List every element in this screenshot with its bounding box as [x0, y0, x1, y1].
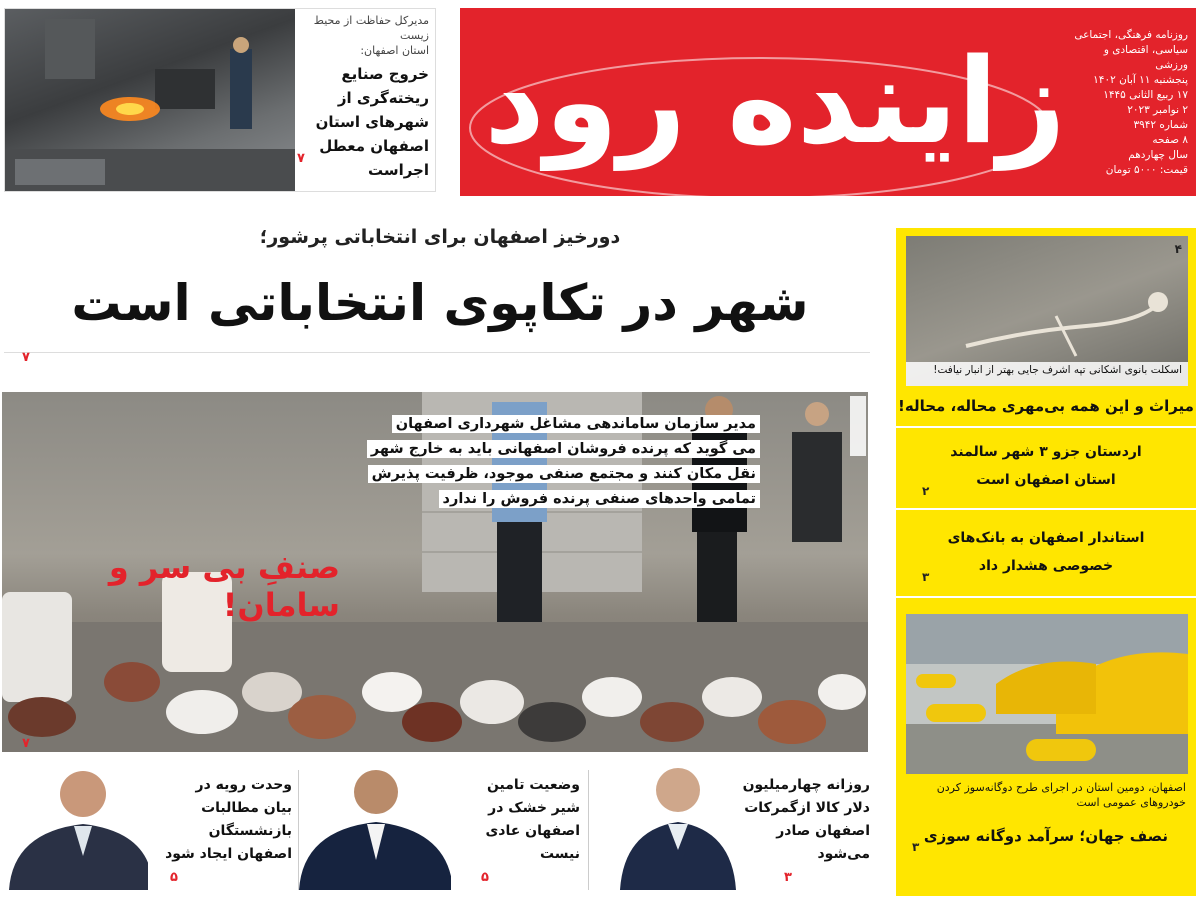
- info-line: ۸ صفحه: [1152, 134, 1188, 146]
- bottom-story[interactable]: [4, 760, 292, 896]
- lead-subhead: دورخیز اصفهان برای انتخاباتی پرشور؛: [259, 226, 621, 248]
- teaser-title[interactable]: خروج صنایع ریخته‌گری از شهرهای استان اصفهان معطل اجراست: [315, 65, 429, 179]
- divider-line: [4, 352, 870, 353]
- photo-story-title[interactable]: صنفِ بی سر و سامان!: [108, 548, 340, 624]
- page-number: ۷: [297, 151, 305, 166]
- person-illustration: [3, 760, 148, 890]
- info-line: قیمت: ۵۰۰۰ تومان: [1105, 164, 1188, 176]
- masthead-info: [1073, 28, 1188, 178]
- page-number: ۵: [481, 870, 489, 885]
- page-number: ۲: [922, 484, 930, 498]
- photo-caption: اسکلت بانوی اشکانی تپه اشرف جایی بهتر از انبار نیافت!: [933, 364, 1182, 376]
- page-number: ۴: [1174, 242, 1182, 256]
- newspaper-logo[interactable]: زاینده رود: [484, 32, 1066, 170]
- story-title: وضعیت تامین شیر خشک در اصفهان عادی نیست: [485, 777, 580, 862]
- page-number: ۵: [170, 870, 178, 885]
- lead-line: نقل مکان کنند و مجتمع صنفی موجود، ظرفیت پذیرش: [368, 465, 760, 483]
- story-title: روزانه چهارمیلیون دلار کالا ازگمرکات اصفهان صادر می‌شود: [742, 777, 870, 862]
- column-divider: [588, 770, 589, 890]
- bottom-story[interactable]: [600, 760, 870, 896]
- page-number: ۳: [784, 870, 792, 885]
- teaser-kicker: استان اصفهان:: [360, 44, 429, 57]
- sidebar-separator: [896, 508, 1196, 510]
- info-line: سال چهاردهم: [1128, 149, 1188, 161]
- teaser-box[interactable]: [4, 8, 436, 192]
- person-illustration: [610, 760, 740, 890]
- sidebar-separator: [896, 596, 1196, 598]
- lead-line: تمامی واحدهای صنفی پرنده فروش را ندارد: [439, 490, 760, 508]
- photo-caption: اصفهان، دومین استان در اجرای طرح دوگانه‌سوز کردن خودروهای عمومی است: [936, 781, 1186, 809]
- sidebar-headline[interactable]: نصف جهان؛ سرآمد دوگانه سوزی: [923, 827, 1169, 845]
- taxi-photo[interactable]: [906, 614, 1188, 774]
- page-number: ۳: [912, 840, 920, 854]
- info-line: ۲ نوامبر ۲۰۲۳: [1127, 104, 1188, 116]
- column-divider: [298, 770, 299, 890]
- portrait-photo: [600, 760, 740, 890]
- sidebar: [896, 228, 1196, 896]
- foundry-illustration: [5, 9, 295, 191]
- taxi-illustration: [906, 614, 1188, 774]
- sidebar-separator: [896, 426, 1196, 428]
- sidebar-headline[interactable]: میراث و این همه بی‌مهری محاله، محاله!: [898, 397, 1194, 415]
- sidebar-headline[interactable]: اردستان جزو ۳ شهر سالمند استان اصفهان است: [950, 444, 1142, 488]
- masthead: [460, 8, 1196, 196]
- info-line: شماره ۳۹۴۲: [1133, 119, 1188, 131]
- page-number: ۷: [22, 736, 30, 751]
- photo-credit: [850, 396, 866, 456]
- person-illustration: [291, 760, 451, 890]
- photo-lead: [340, 412, 760, 512]
- lead-line: مدیر سازمان ساماندهی مشاغل شهرداری اصفهان: [392, 415, 760, 433]
- sidebar-headline[interactable]: استاندار اصفهان به بانک‌های خصوصی هشدار داد: [947, 530, 1145, 574]
- page-number: ۷: [22, 350, 30, 365]
- lead-line: می گوید که پرنده فروشان اصفهانی باید به خارج شهر: [367, 440, 760, 458]
- info-line: سیاسی، اقتصادی و ورزشی: [1103, 44, 1188, 71]
- info-line: پنجشنبه ۱۱ آبان ۱۴۰۲: [1093, 74, 1188, 86]
- info-line: ۱۷ ربیع الثانی ۱۴۴۵: [1103, 89, 1188, 101]
- story-title: وحدت رویه در بیان مطالبات بازنشستگان اصفهان ایجاد شود: [165, 777, 292, 862]
- bottom-story[interactable]: [305, 760, 580, 896]
- info-line: روزنامه فرهنگی، اجتماعی: [1074, 29, 1188, 41]
- page-number: ۳: [922, 570, 930, 584]
- teaser-kicker: مدیرکل حفاظت از محیط زیست: [313, 14, 429, 42]
- portrait-photo: [311, 760, 451, 890]
- teaser-text: [297, 13, 429, 182]
- lead-headline[interactable]: شهر در تکاپوی انتخاباتی است: [71, 274, 809, 332]
- portrait-photo: [8, 760, 148, 890]
- skeleton-photo[interactable]: [906, 236, 1188, 386]
- foundry-photo: [5, 9, 295, 191]
